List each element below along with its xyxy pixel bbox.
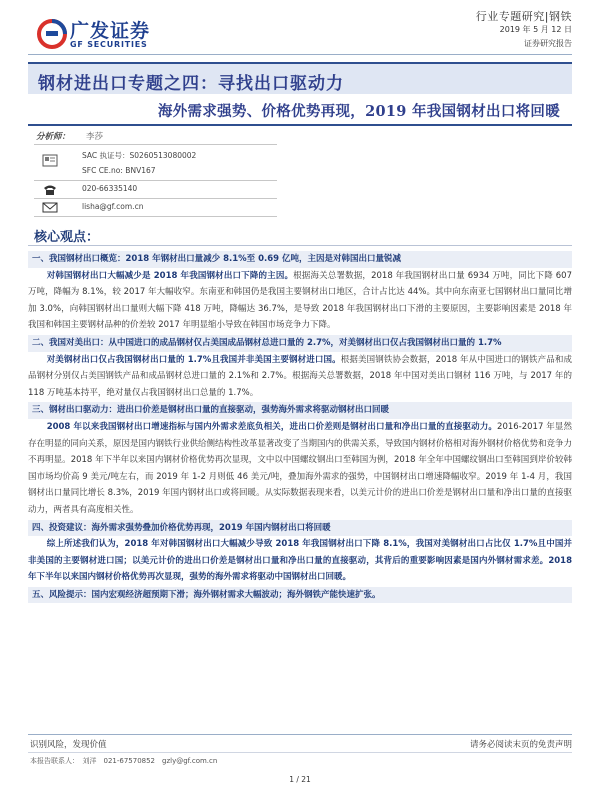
section-heading: 三、钢材出口驱动力：进出口价差是钢材出口量的直接驱动，强势海外需求将驱动钢材出口回暖 [28,402,572,419]
sac-number: SAC 执证号：S0260513080002 [82,151,197,160]
brand-name-cn: 广发证券 [70,20,151,42]
section-lead: 对韩国钢材出口大幅减少是 2018 年我国钢材出口下降的主因。 [46,270,294,281]
brand-name-en: GF SECURITIES [70,40,148,49]
section-paragraph [28,419,572,519]
section-paragraph [28,268,572,334]
analyst-label: 分析师： [36,132,71,142]
header-meta [476,10,572,51]
phone-icon [42,183,58,196]
section-text: 2016-2017 年显然存在明显的同向关系，原因是国内钢铁行业供给侧结构性改革显著改变了当期国内的供需关系，导致国内钢材价格相对海外钢材价格优势和竞争力不再明显。2018 年下半年以来国内钢材价格优势再次显现，文中以中国螺纹钢出口至韩国为例，2018 年全年中国螺纹钢出口至韩国到岸价较韩国市场均价高 9 美元/吨左右，而 2019 年 1-2 月则低 46 美元/吨，叠加海外需求的强势，中国钢材出口增速降幅收窄。2019 年 1-4 月，我国钢材出口量同比增长 8.3%，2019 年国内钢材出口或将回暖。从实际数据表现来看，以美元计价的进出口价差是钢材出口量和净出口量的直接驱动力，两者具有高度相关性。 [28,421,573,515]
section-lead: 2008 年以来我国钢材出口增速指标与国内外需求差底负相关，进出口价差则是钢材出口量和净出口量的直接驱动力。 [46,421,498,432]
section-heading: 二、我国对美出口：从中国进口的成品钢材仅占美国成品钢材总进口量的 2.7%，对美钢材出口仅占我国钢材出口量的 1.7% [28,335,572,352]
analyst-name: 李莎 [86,132,104,142]
key-points-divider [28,245,572,246]
title-band [28,62,572,94]
section-heading: 四、投资建议：海外需求强势叠加价格优势再现，2019 年国内钢材出口将回暖 [28,520,572,537]
footer-slogan: 识别风险，发现价值 [30,740,107,750]
subtitle-band [28,96,572,126]
id-card-icon [42,154,58,167]
analyst-phone: 020-66335140 [82,184,138,193]
key-points-body [28,250,572,603]
section-paragraph [28,352,572,402]
email-icon [42,201,58,214]
divider [34,144,277,145]
footer-contact: 本报告联系人： 刘洋 021-67570852 gzly@gf.com.cn [30,757,218,765]
page-number: 1 / 21 [289,775,311,784]
divider [34,180,277,181]
header-divider [28,54,572,55]
footer-divider [28,752,572,753]
report-type: 证券研究报告 [524,39,572,48]
sfc-number: SFC CE.no: BNV167 [82,166,156,175]
report-category: 行业专题研究|钢铁 [475,10,572,23]
report-subtitle: 海外需求强势、价格优势再现，2019 年我国钢材出口将回暖 [157,103,560,120]
analyst-email[interactable]: lisha@gf.com.cn [82,202,144,211]
footer-disclaimer: 请务必阅读末页的免责声明 [469,740,572,750]
section-paragraph [28,536,572,586]
divider [34,198,277,199]
section-text: 根据海关总署数据，2018 年我国钢材出口量 6934 万吨，同比下降 607 万吨，降幅为 8.1%，较 2017 年大幅收窄。东南亚和韩国仍是我国主要钢材出口地区，合计占比达 44%。其中向东南亚七国钢材出口量同比增加 3.0%，向韩国钢材出口量则大幅下降 418 万吨，降幅达 36.7%，是导致 2018 年我国钢材出口下滑的主要原因，主要影响因素是 2018 年我国和韩国主要钢材品种的价差较 2017 年明显缩小导致在韩国市场竞争力下降。 [28,270,572,331]
divider [34,216,277,217]
footer-divider [28,734,572,735]
section-heading: 一、我国钢材出口概览：2018 年钢材出口量减少 8.1%至 0.69 亿吨，主因是对韩国出口量锐减 [28,251,572,268]
report-date: 2019 年 5 月 12 日 [499,25,572,34]
section-heading: 五、风险提示：国内宏观经济超预期下滑；海外钢材需求大幅波动；海外钢铁产能快速扩张。 [28,587,572,604]
report-title: 钢材进出口专题之四：寻找出口驱动力 [38,74,344,94]
section-text: 根据美国钢铁协会数据，2018 年从中国进口的钢铁产品和成品钢材分别仅占美国钢铁产品和成品钢材总进口量的 2.1%和 2.7%。根据海关总署数据，2018 年中国对美出口钢材 116 万吨，与 2017 年的 118 万吨基本持平，绝对量仅占我国钢材出口总量的 1.7%。 [28,354,572,398]
key-points-title: 核心观点： [34,230,100,245]
section-lead: 对美钢材出口仅占我国钢材出口量的 1.7%且我国并非美国主要钢材进口国。 [46,354,341,365]
section-lead: 综上所述我们认为，2018 年对韩国钢材出口大幅减少导致 2018 年我国钢材出口下降 8.1%，我国对美钢材出口占比仅 1.7%且中国并非美国的主要钢材进口国；以美元计价的进出口价差是钢材出口量和净出口量的直接驱动，其背后的重要影响因素是国内外钢材需求差。2018 年下半年以来国内钢材价格优势再次显现，强势的海外需求将驱动中国钢材出口回暖。 [28,539,572,583]
gf-securities-logo [34,14,174,54]
